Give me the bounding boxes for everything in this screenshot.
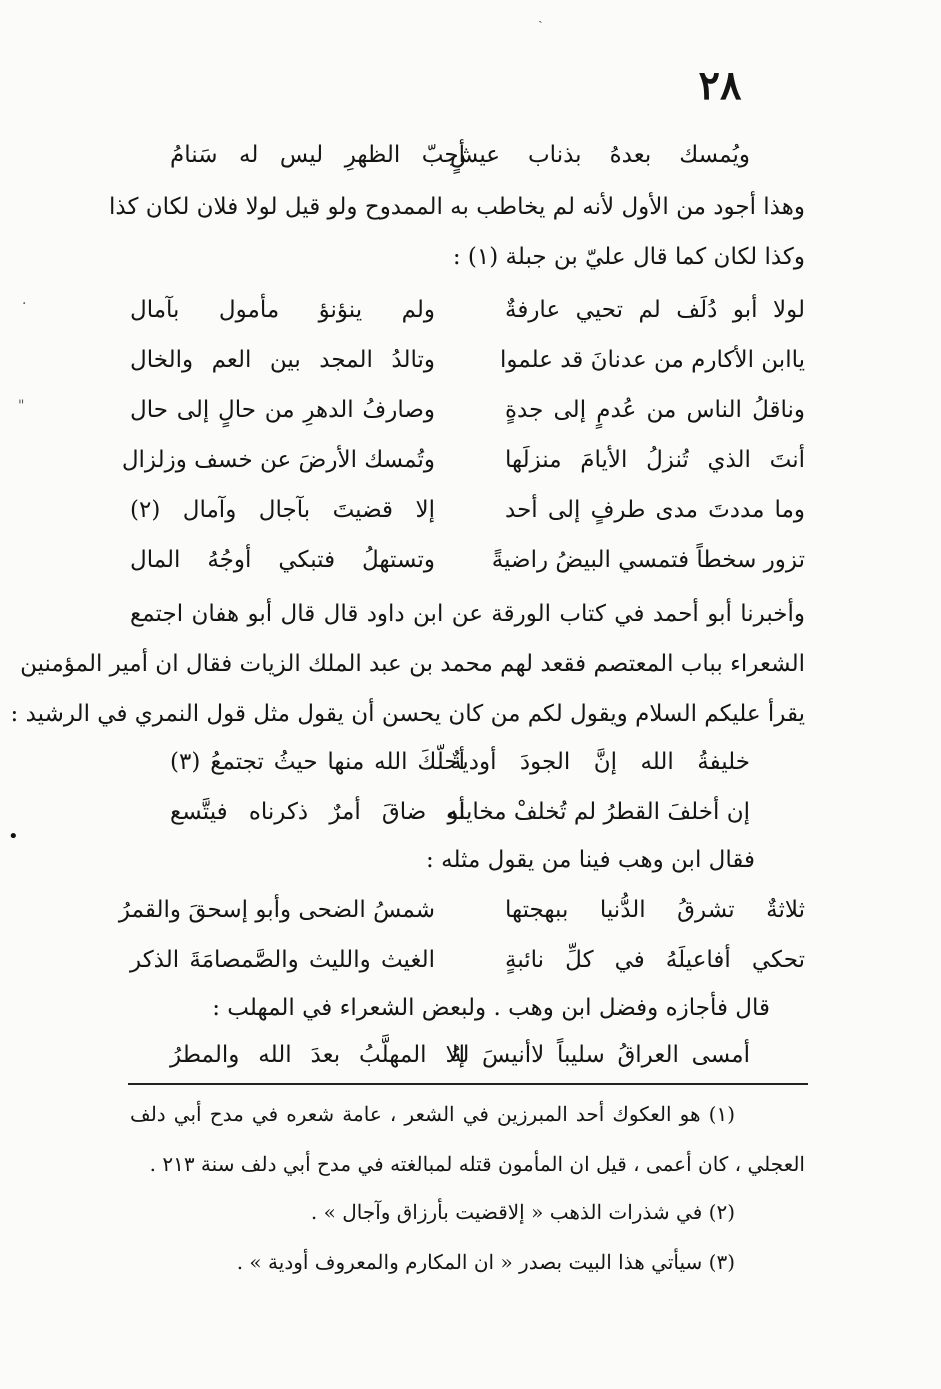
poem-verse <box>130 742 805 782</box>
poem-verse <box>118 890 805 930</box>
verse-second-hemistich: إلا المهلَّبُ بعدَ الله والمطرُ <box>170 1042 465 1068</box>
verse-first-hemistich: ثلاثةٌ تشرقُ الدُّنيا ببهجتها <box>505 897 805 923</box>
verse-first-hemistich: ويُمسك بعدهُ بذناب عيشٍ <box>450 142 750 168</box>
scan-speck: · <box>22 296 27 312</box>
poem-verse <box>130 390 805 430</box>
poem-verse <box>130 792 805 832</box>
verse-second-hemistich: وصارفُ الدهرِ من حالٍ إلى حال <box>130 397 435 423</box>
scan-speck: " <box>18 398 25 414</box>
poem-verse <box>130 490 805 530</box>
footnote: (٣) سيأتي هذا البيت بصدر « ان المكارم والمعروف أودية » . <box>236 1250 735 1274</box>
verse-first-hemistich: وناقلُ الناس من عُدمٍ إلى جدةٍ <box>505 397 805 423</box>
verse-first-hemistich: ياابن الأكارم من عدنانَ قد علموا <box>500 347 805 373</box>
footnote-separator <box>128 1083 808 1085</box>
verse-second-hemistich: أجبّ الظهرِ ليس له سَنامُ <box>170 142 465 168</box>
footnote: (٢) في شذرات الذهب « إلاقضيت بأرزاق وآجال » . <box>310 1200 735 1224</box>
poem-verse <box>121 440 805 480</box>
verse-second-hemistich: ولم ينؤنؤ مأمول بآمال <box>130 297 435 323</box>
verse-first-hemistich: إن أخلفَ القطرُ لم تُخلفْ مخايله <box>446 799 750 825</box>
verse-first-hemistich: أمسى العراقُ سليباً لاأنيسَ لهُ <box>450 1042 750 1068</box>
prose-line: يقرأ عليكم السلام ويقول لكم من كان يحسن أن يقول مثل قول النمري في الرشيد : <box>10 701 805 727</box>
verse-second-hemistich: إلا قضيتَ بآجال وآمال (٢) <box>130 497 435 523</box>
poem-verse <box>130 290 805 330</box>
prose-line: وهذا أجود من الأول لأنه لم يخاطب به الممدوح ولو قيل لولا فلان لكان كذا <box>109 194 805 220</box>
footnote: (١) هو العكوك أحد المبرزين في الشعر ، عامة شعره في مدح أبي دلف <box>130 1102 735 1126</box>
verse-second-hemistich: شمسُ الضحى وأبو إسحقَ والقمرُ <box>118 897 435 923</box>
verse-second-hemistich: أحلّكَ الله منها حيثُ تجتمعُ (٣) <box>170 749 465 775</box>
prose-line: وكذا لكان كما قال عليّ بن جبلة (١) : <box>452 244 805 270</box>
scan-speck: ˎ <box>538 8 543 24</box>
poem-verse <box>130 940 805 980</box>
scan-speck: • <box>8 826 19 847</box>
verse-first-hemistich: وما مددتَ مدى طرفٍ إلى أحد <box>505 497 805 523</box>
verse-first-hemistich: خليفةُ الله إنَّ الجودَ أوديةٌ <box>450 749 750 775</box>
verse-second-hemistich: وتُمسك الأرضَ عن خسف وزلزال <box>121 447 435 473</box>
verse-first-hemistich: أنتَ الذي تُنزلُ الأيامَ منزلَها <box>505 447 805 473</box>
prose-line: الشعراء بباب المعتصم فقعد لهم محمد بن عبد الملك الزيات فقال ان أمير المؤمنين <box>20 651 805 677</box>
verse-first-hemistich: تزور سخطاً فتمسي البيضُ راضيةً <box>491 547 805 573</box>
verse-first-hemistich: تحكي أفاعيلَهُ في كلِّ نائبةٍ <box>505 947 805 973</box>
opening-verse <box>130 135 805 175</box>
verse-second-hemistich: أو ضاقَ أمرٌ ذكرناه فيتَّسع <box>170 799 465 825</box>
page-number: ٢٨ <box>698 62 742 109</box>
poem-verse <box>130 1035 805 1075</box>
prose-line: وأخبرنا أبو أحمد في كتاب الورقة عن ابن داود قال قال أبو هفان اجتمع <box>130 601 805 627</box>
poem-verse <box>130 340 805 380</box>
poem-verse <box>130 540 805 580</box>
verse-first-hemistich: لولا أبو دُلَف لم تحيي عارفةٌ <box>505 297 805 323</box>
footnote: العجلي ، كان أعمى ، قيل ان المأمون قتله لمبالغته في مدح أبي دلف سنة ٢١٣ . <box>149 1152 805 1176</box>
verse-second-hemistich: وتالدُ المجد بين العم والخال <box>130 347 435 373</box>
prose-line: قال فأجازه وفضل ابن وهب . ولبعض الشعراء في المهلب : <box>212 995 770 1021</box>
verse-second-hemistich: الغيث والليث والصَّمصامَةَ الذكر <box>130 947 435 973</box>
verse-second-hemistich: وتستهلُ فتبكي أوجُهُ المال <box>130 547 435 573</box>
prose-line: فقال ابن وهب فينا من يقول مثله : <box>426 847 755 873</box>
